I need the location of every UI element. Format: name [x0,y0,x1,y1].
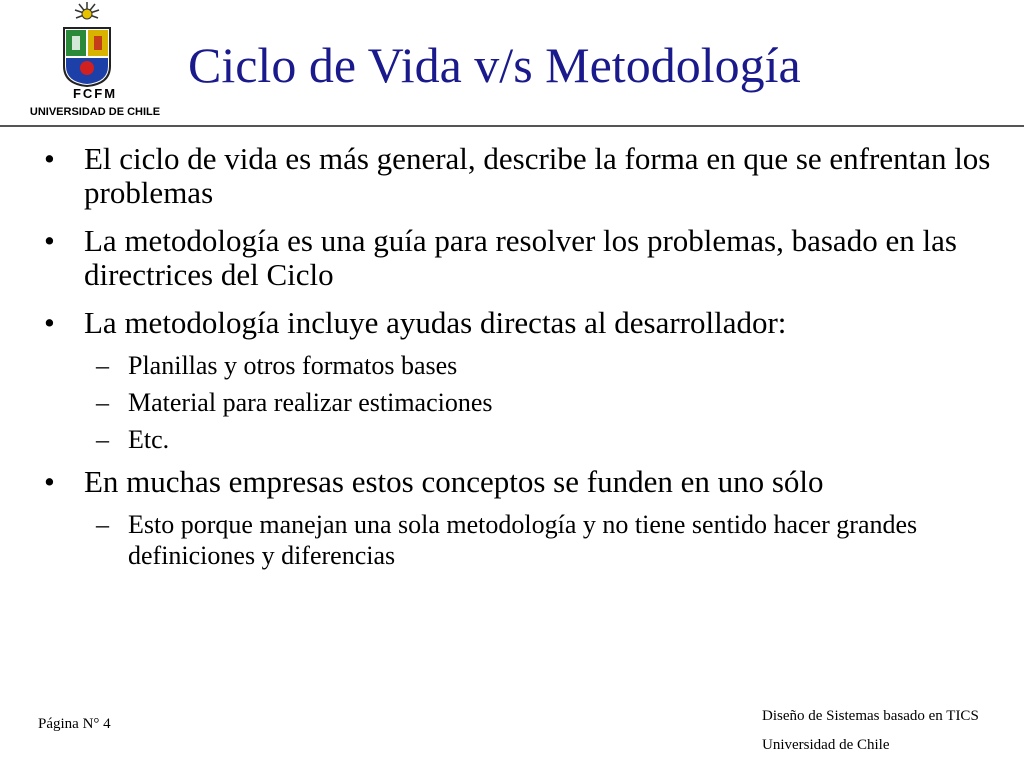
bullet-marker: • [44,141,55,176]
sub-bullet-item [44,509,1004,571]
dash-marker: – [96,510,109,539]
bullet-item [44,465,1004,499]
bullet-list [44,142,1004,581]
sub-bullet-item [44,387,1004,418]
coat-of-arms-icon [0,0,174,90]
dash-marker: – [96,351,109,380]
sub-bullet-text: Material para realizar estimaciones [128,388,493,417]
bullet-marker: • [44,464,55,499]
sub-bullet-item [44,350,1004,381]
bullet-text: En muchas empresas estos conceptos se funden en uno sólo [84,464,824,499]
bullet-text: El ciclo de vida es más general, describe la forma en que se enfrentan los problemas [84,141,991,210]
logo-abbrev: FCFM [72,86,118,101]
sub-bullet-item [44,424,1004,455]
bullet-marker: • [44,223,55,258]
title-divider [0,125,1024,127]
dash-marker: – [96,388,109,417]
logo-university: UNIVERSIDAD DE CHILE [29,106,161,118]
bullet-item [44,306,1004,340]
page-number: Página N° 4 [38,716,111,732]
slide-title: Ciclo de Vida v/s Metodología [188,37,801,93]
bullet-marker: • [44,305,55,340]
bullet-item [44,142,1004,210]
institution-name: Universidad de Chile [762,737,890,753]
bullet-text: La metodología es una guía para resolver los problemas, basado en las directrices del Ciclo [84,223,957,292]
university-logo [8,0,166,124]
sub-bullet-text: Etc. [128,425,170,454]
bullet-text: La metodología incluye ayudas directas al desarrollador: [84,305,787,340]
bullet-item [44,224,1004,292]
dash-marker: – [96,425,109,454]
course-name: Diseño de Sistemas basado en TICS [762,708,979,724]
sub-bullet-text: Esto porque manejan una sola metodología y no tiene sentido hacer grandes definiciones y diferencias [128,510,918,570]
sub-bullet-text: Planillas y otros formatos bases [128,351,458,380]
